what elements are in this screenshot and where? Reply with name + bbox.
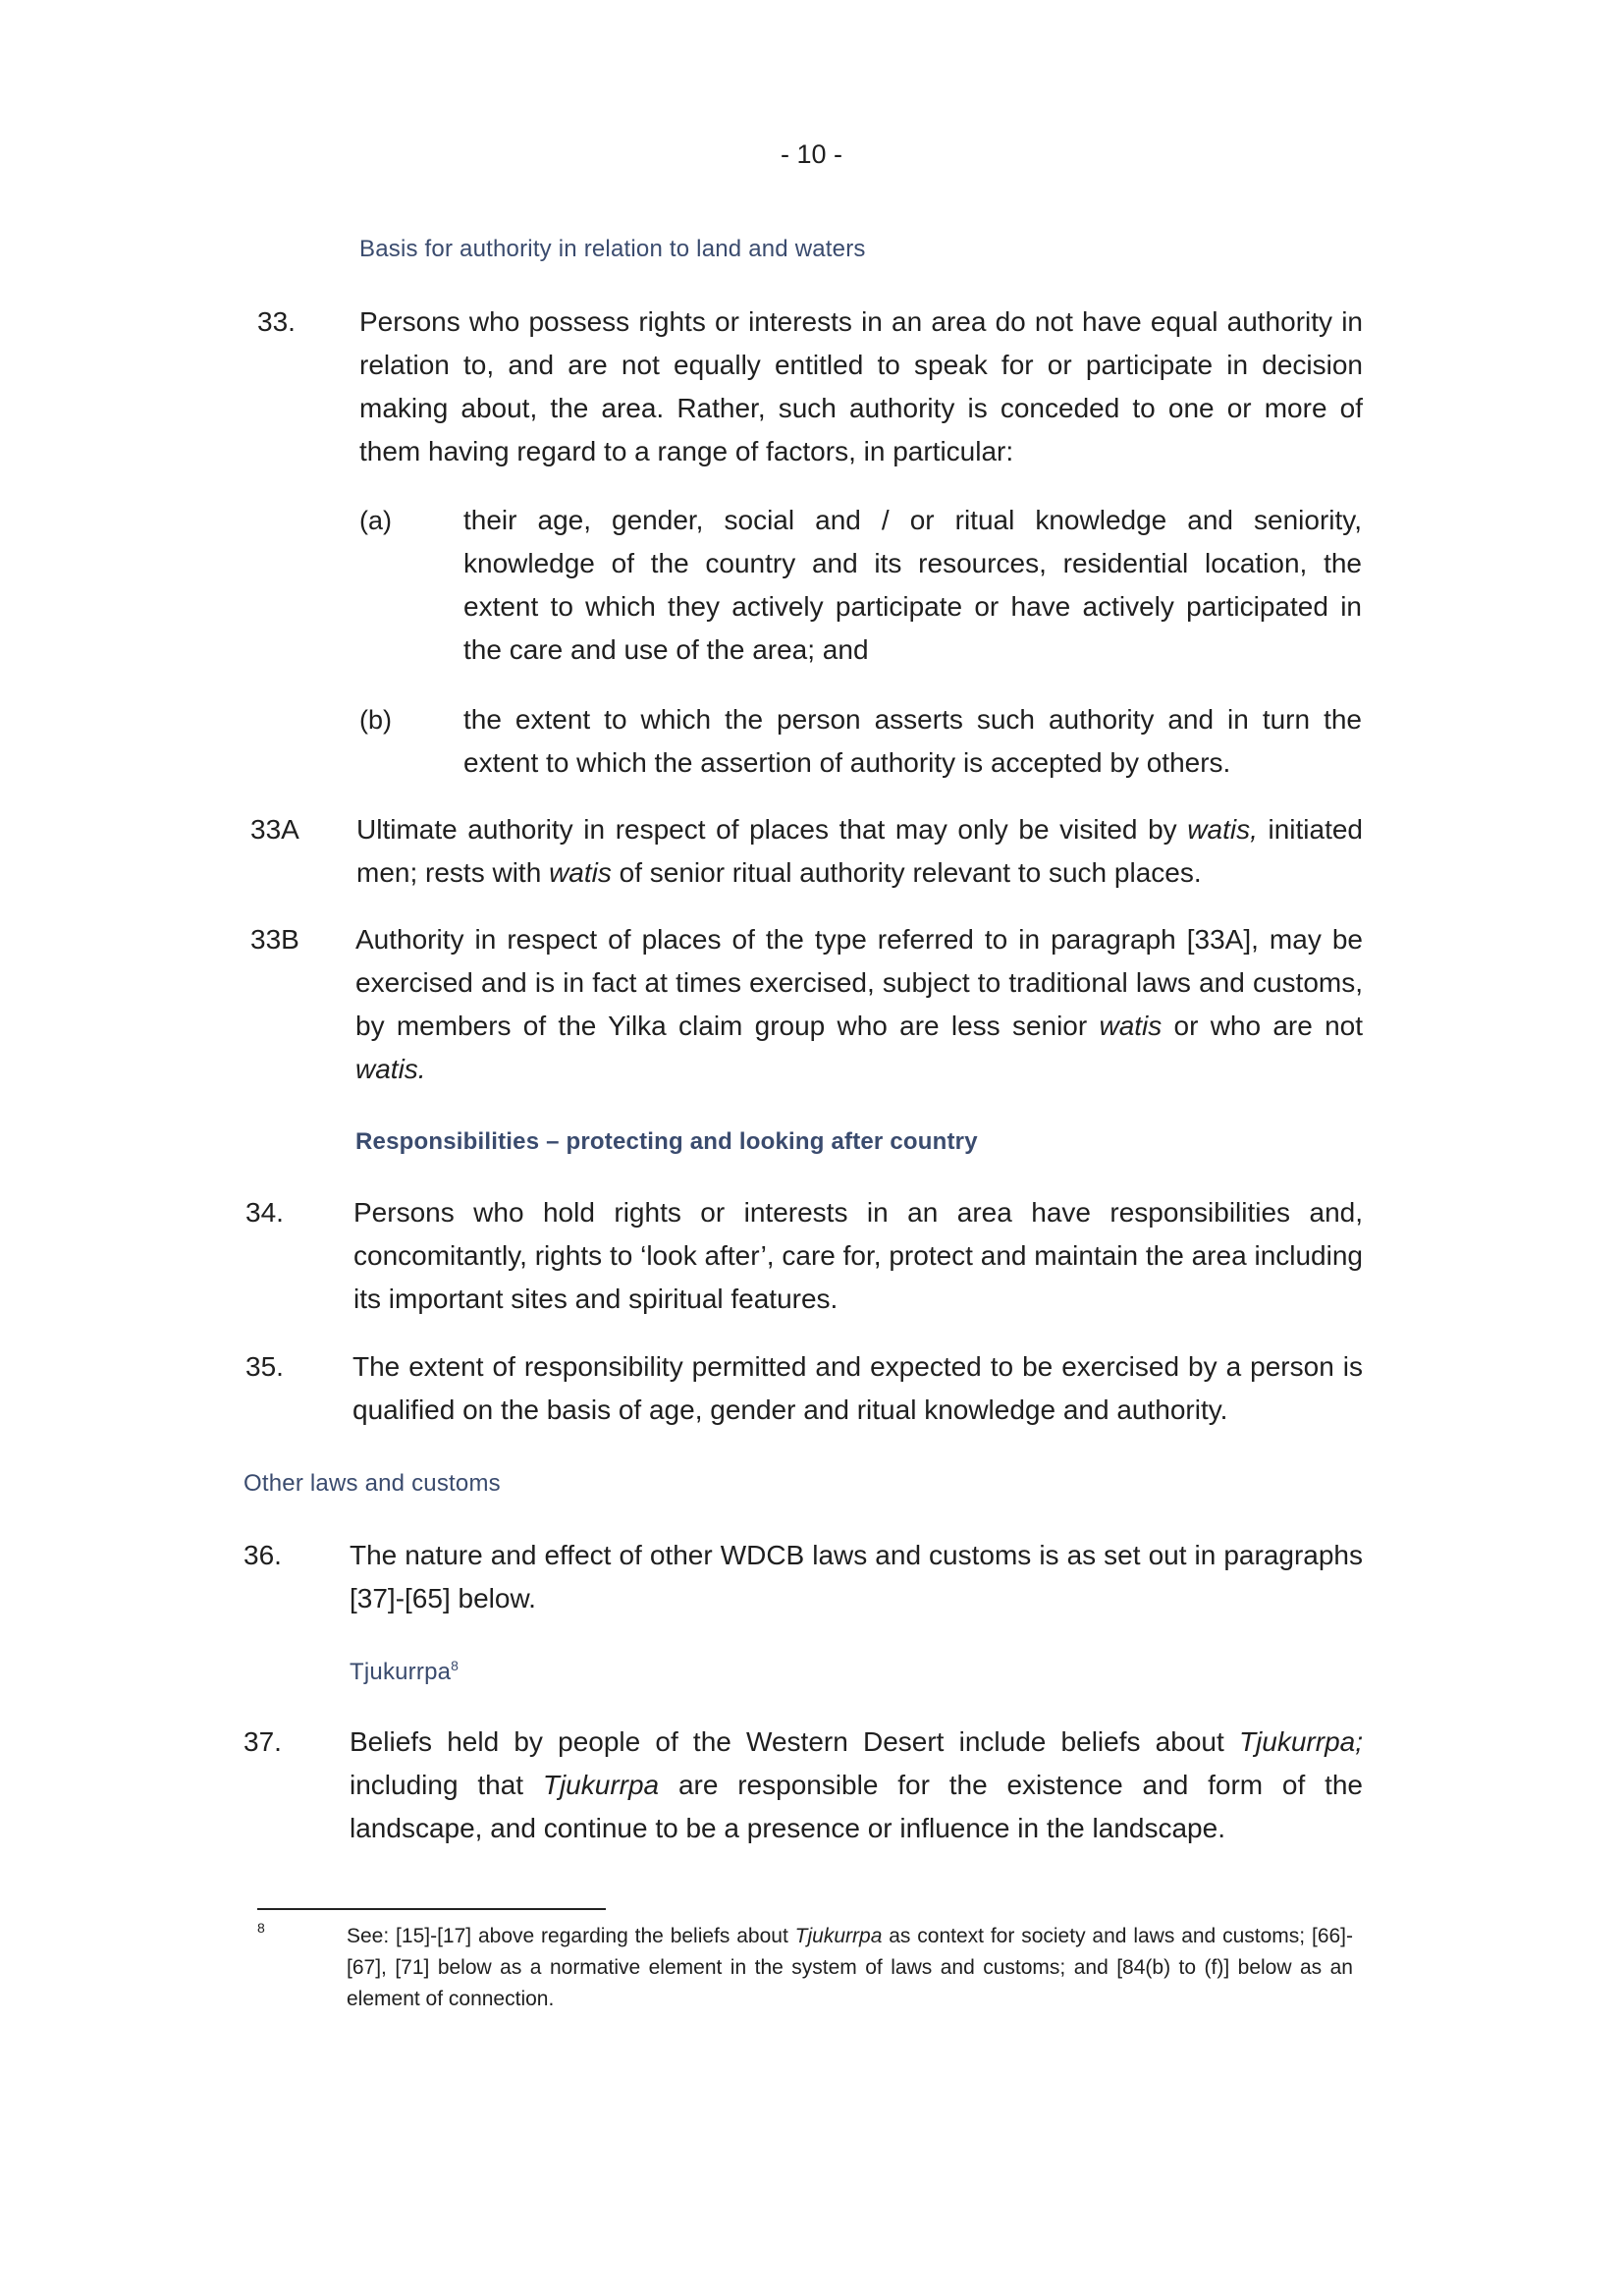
section-heading-responsibilities: Responsibilities – protecting and looking after country (355, 1128, 978, 1155)
footnote-text: See: [15]-[17] above regarding the beliefs about Tjukurrpa as context for society and laws and customs; [66]-[67], [71] below as a normative element in the system of laws and customs; and [84(b) to (f)] below as an element of connection. (347, 1925, 1353, 2010)
paragraph-37: Beliefs held by people of the Western Desert include beliefs about Tjukurrpa; including that Tjukurrpa are responsible for the existence and form of the landscape, and continue to be a presence or influence in the landscape. (350, 1726, 1363, 1843)
sub-paragraph-b: the extent to which the person asserts such authority and in turn the extent to which the assertion of authority is accepted by others. (463, 704, 1362, 778)
paragraph-33B: Authority in respect of places of the type referred to in paragraph [33A], may be exercised and is in fact at times exercised, subject to traditional laws and customs, by members of the Yilka claim group who are less senior watis or who are not watis. (355, 924, 1363, 1084)
sub-paragraph-a: their age, gender, social and / or ritual knowledge and seniority, knowledge of the country and its resources, residential location, the extent to which they actively participate or have actively participated in the care and use of the area; and (463, 505, 1362, 665)
paragraph-number-33B: 33B (250, 924, 299, 955)
paragraph-number-34: 34. (245, 1197, 284, 1228)
paragraph-number-35: 35. (245, 1351, 284, 1382)
paragraph-33: Persons who possess rights or interests in an area do not have equal authority in relation to, and are not equally entitled to speak for or participate in decision making about, the area. Rather, such authority is conceded to one or more of them having regard to a range of factors, in particular: (359, 306, 1363, 466)
footnote-number: 8 (257, 1920, 265, 1936)
section-heading-tjukurrpa: Tjukurrpa$^8$ (350, 1658, 460, 1685)
sub-label-b: (b) (359, 705, 392, 735)
paragraph-number-36: 36. (243, 1540, 282, 1570)
footnote-separator (257, 1908, 606, 1910)
section-heading-other-laws: Other laws and customs (243, 1470, 501, 1497)
paragraph-number-33: 33. (257, 306, 296, 337)
page-number: - 10 - (780, 139, 843, 169)
footnote-reference[interactable]: 8 (451, 1658, 460, 1673)
sub-label-a: (a) (359, 506, 392, 535)
paragraph-34: Persons who hold rights or interests in an area have responsibilities and, concomitantly, rights to ‘look after’, care for, protect and maintain the area including its important sites and spiritual features. (353, 1197, 1363, 1314)
paragraph-number-37: 37. (243, 1726, 282, 1757)
paragraph-number-33A: 33A (250, 814, 299, 845)
paragraph-36: The nature and effect of other WDCB laws and customs is as set out in paragraphs [37]-[65] below. (350, 1540, 1363, 1613)
paragraph-33A: Ultimate authority in respect of places that may only be visited by watis, initiated men; rests with watis of senior ritual authority relevant to such places. (356, 814, 1363, 888)
section-heading-basis: Basis for authority in relation to land and waters (359, 236, 866, 262)
paragraph-35: The extent of responsibility permitted and expected to be exercised by a person is qualified on the basis of age, gender and ritual knowledge and authority. (352, 1351, 1363, 1425)
